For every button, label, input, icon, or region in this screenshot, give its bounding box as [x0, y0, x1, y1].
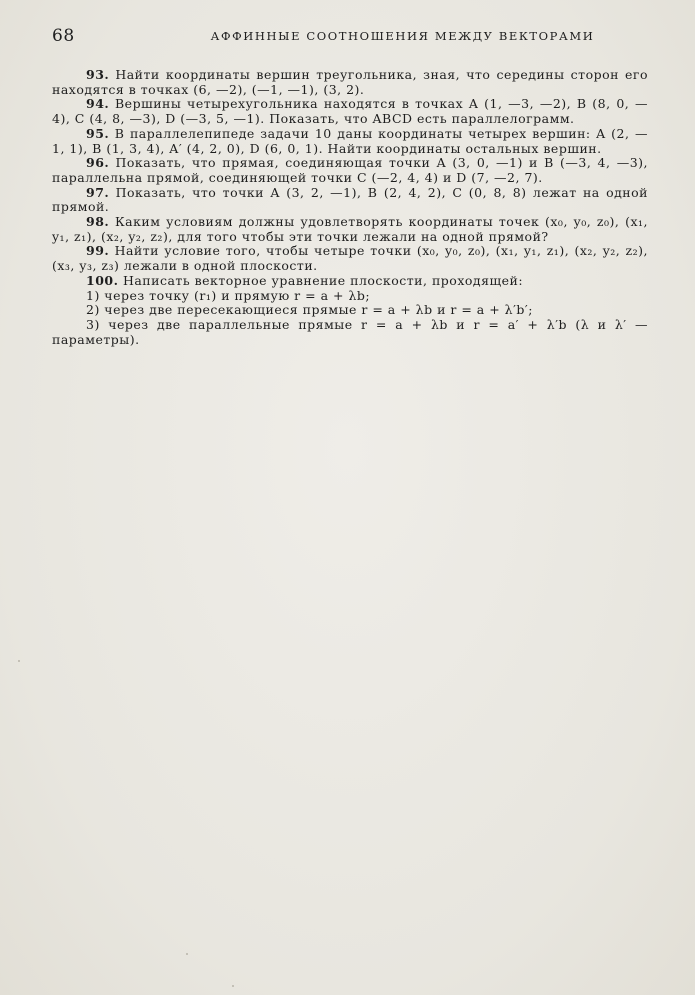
problem-number: 97. — [86, 184, 110, 200]
problem-100-item-2: 2) через две пересекающиеся прямые r = a + λb и r = a + λ′b′; — [86, 302, 533, 318]
problem-number: 100. — [86, 272, 119, 288]
problem-text: Найти условие того, чтобы четыре точки (x₀, y₀, z₀), (x₁, y₁, z₁), (x₂, y₂, z₂), (x₃, y₃, z₃) лежали в одной плоскости. — [52, 243, 648, 274]
problem-number: 96. — [86, 155, 110, 171]
problem-text: Вершины четырехугольника находятся в точках A (1, —3, —2), B (8, 0, —4), C (4, 8, —3), D (—3, 5, —1). Показать, что ABCD есть параллелограмм. — [52, 96, 648, 127]
problem-text: Каким условиям должны удовлетворять координаты точек (x₀, y₀, z₀), (x₁, y₁, z₁), (x₂, y₂, z₂), для того чтобы эти точки лежали на одной прямой? — [52, 214, 648, 244]
problems-text — [52, 68, 648, 347]
problem-number: 93. — [86, 67, 110, 82]
running-head: АФФИННЫЕ СООТНОШЕНИЯ МЕЖДУ ВЕКТОРАМИ — [210, 29, 595, 43]
problem-100-item-3: 3) через две параллельные прямые r = a + λb и r = a′ + λ′b (λ и λ′ — параметры). — [52, 316, 648, 347]
problem-100 — [52, 274, 648, 289]
problem-number: 99. — [86, 243, 110, 259]
paper-speck — [18, 660, 20, 662]
problem-text: Показать, что прямая, соединяющая точки A (3, 0, —1) и B (—3, 4, —3), параллельна прямой, соединяющей точки C (—2, 4, 4) и D (7, —2, 7). — [52, 155, 648, 185]
problem-text: Показать, что точки A (3, 2, —1), B (2, 4, 2), C (0, 8, 8) лежат на одной прямой. — [52, 184, 648, 215]
problem-number: 98. — [86, 214, 110, 230]
problem-95 — [52, 127, 648, 156]
problem-94 — [52, 97, 648, 126]
problem-text: Найти координаты вершин треугольника, зная, что середины сторон его находятся в точках (6, —2), (—1, —1), (3, 2). — [52, 67, 648, 97]
problem-98 — [52, 215, 648, 244]
problem-96 — [52, 156, 648, 185]
problem-99 — [52, 244, 648, 273]
problem-97 — [52, 186, 648, 215]
problem-93 — [52, 68, 648, 97]
problem-text: Написать векторное уравнение плоскости, проходящей: — [122, 272, 524, 288]
page-number: 68 — [52, 26, 75, 46]
paper-speck — [186, 953, 188, 955]
problem-number: 94. — [86, 96, 110, 112]
problem-text: В параллелепипеде задачи 10 даны координаты четырех вершин: A (2, —1, 1), B (1, 3, 4), A′ (4, 2, 0), D (6, 0, 1). Найти координаты остальных вершин. — [52, 125, 648, 156]
problem-100-item-1: 1) через точку (r₁) и прямую r = a + λb; — [86, 287, 371, 303]
problem-number: 95. — [86, 125, 110, 141]
page-header — [52, 26, 643, 46]
paper-speck — [232, 985, 234, 987]
